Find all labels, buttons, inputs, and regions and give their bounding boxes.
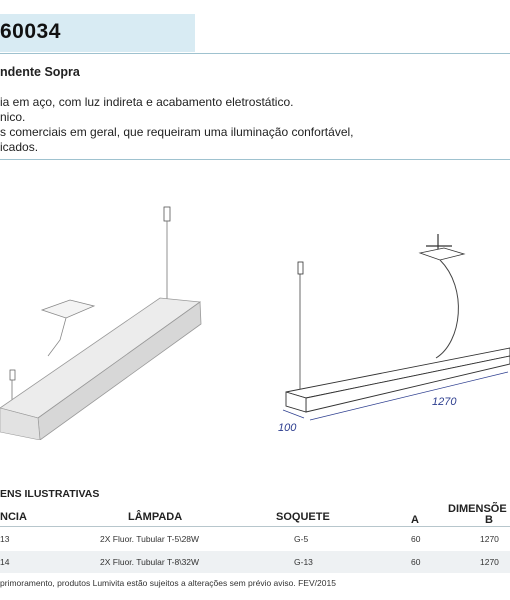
description-line-2: nico. [0, 110, 26, 124]
pendant-render [0, 207, 201, 440]
col-header-lampada: LÂMPADA [128, 511, 183, 523]
footer-note: primoramento, produtos Lumivita estão sujeitos a alterações sem prévio aviso. FEV/2015 [0, 578, 336, 588]
cell-ref: 14 [0, 557, 10, 567]
technical-drawing [278, 234, 510, 434]
description-line-4: icados. [0, 140, 39, 154]
width-dimension-label: 100 [278, 422, 297, 434]
col-header-dimensoes: DIMENSÕE [448, 503, 507, 515]
cell-a: 60 [411, 534, 421, 544]
col-header-referencia: NCIA [0, 511, 27, 523]
cell-ref: 13 [0, 534, 10, 544]
cell-b: 1270 [480, 557, 499, 567]
header-rule [0, 53, 510, 54]
table-header-rule [0, 526, 510, 527]
cell-lamp: 2X Fluor. Tubular T-8\32W [100, 557, 200, 567]
cell-soquete: G-13 [294, 557, 313, 567]
product-subtitle: ndente Sopra [0, 65, 80, 79]
table-row [0, 551, 510, 573]
col-header-b: B [485, 514, 493, 526]
col-header-a: A [411, 514, 419, 526]
col-header-soquete: SOQUETE [276, 511, 330, 523]
description-rule [0, 159, 510, 160]
section-title: ENS ILUSTRATIVAS [0, 488, 100, 500]
description-line-1: ia em aço, com luz indireta e acabamento eletrostático. [0, 95, 294, 109]
description-line-3: s comerciais em geral, que requeiram uma iluminação confortável, [0, 125, 354, 139]
product-code: 60034 [0, 20, 61, 43]
table-row [0, 528, 510, 550]
cell-lamp: 2X Fluor. Tubular T-5\28W [100, 534, 200, 544]
cell-a: 60 [411, 557, 421, 567]
cell-b: 1270 [480, 534, 499, 544]
product-illustration [0, 170, 510, 440]
length-dimension-label: 1270 [432, 396, 457, 408]
cell-soquete: G-5 [294, 534, 309, 544]
